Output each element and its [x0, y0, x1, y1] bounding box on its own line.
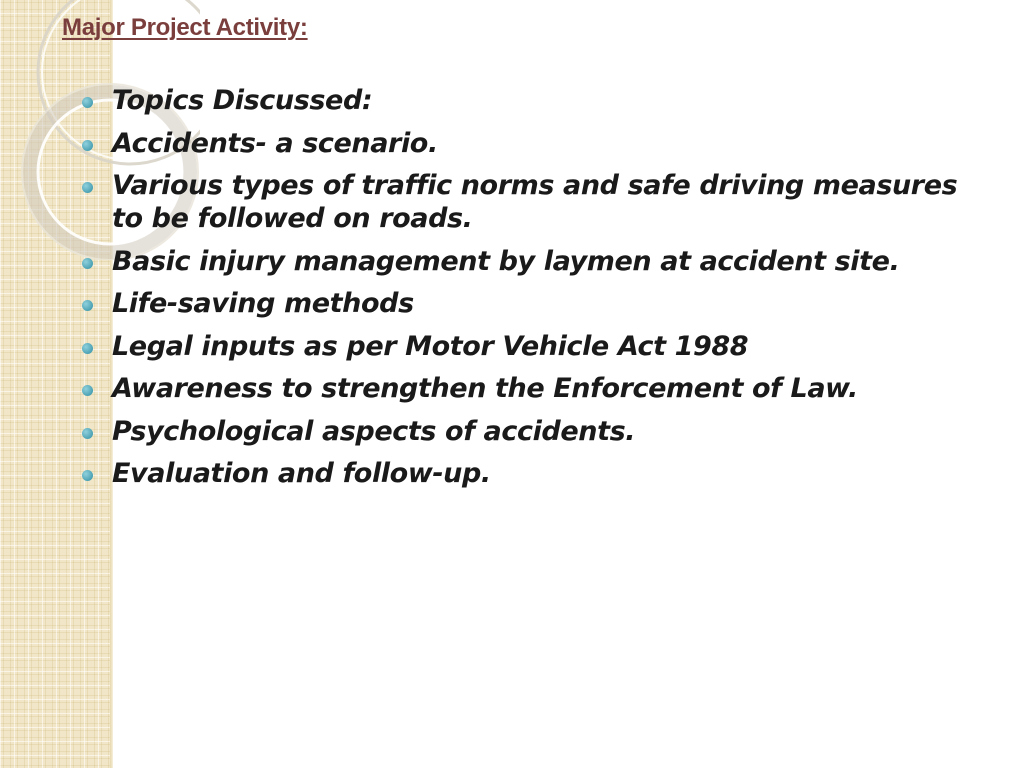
bullet-text: Psychological aspects of accidents. [112, 415, 636, 447]
bullet-text: Topics Discussed: [112, 85, 373, 116]
bullet-text: Accidents- a scenario. [112, 127, 438, 159]
bullet-item [78, 84, 978, 117]
bullet-item [78, 415, 978, 448]
teal-dot-bullet-icon [82, 97, 93, 108]
bullet-item [78, 287, 978, 320]
slide-title: Major Project Activity: [62, 14, 308, 41]
bullet-text: Awareness to strengthen the Enforcement of Law. [112, 373, 858, 404]
bullet-text: Evaluation and follow-up. [112, 458, 491, 489]
bullet-text: Basic injury management by laymen at accident site. [112, 245, 900, 277]
teal-dot-bullet-icon [82, 182, 93, 193]
bullet-item [78, 127, 978, 160]
teal-dot-bullet-icon [82, 258, 93, 269]
teal-dot-bullet-icon [82, 343, 93, 354]
teal-dot-bullet-icon [82, 385, 93, 396]
teal-dot-bullet-icon [82, 470, 93, 481]
bullet-item [78, 372, 978, 405]
bullet-item [78, 457, 978, 490]
teal-dot-bullet-icon [82, 428, 93, 439]
bullet-item [78, 330, 978, 363]
bullet-text: Various types of traffic norms and safe driving measures to be followed on roads. [112, 170, 958, 234]
teal-dot-bullet-icon [82, 300, 93, 311]
bullet-item [78, 169, 978, 235]
teal-dot-bullet-icon [82, 140, 93, 151]
bullet-text: Legal inputs as per Motor Vehicle Act 1988 [112, 330, 749, 362]
bullet-item [78, 245, 978, 278]
bullet-list [78, 84, 978, 500]
bullet-text: Life-saving methods [112, 288, 414, 319]
